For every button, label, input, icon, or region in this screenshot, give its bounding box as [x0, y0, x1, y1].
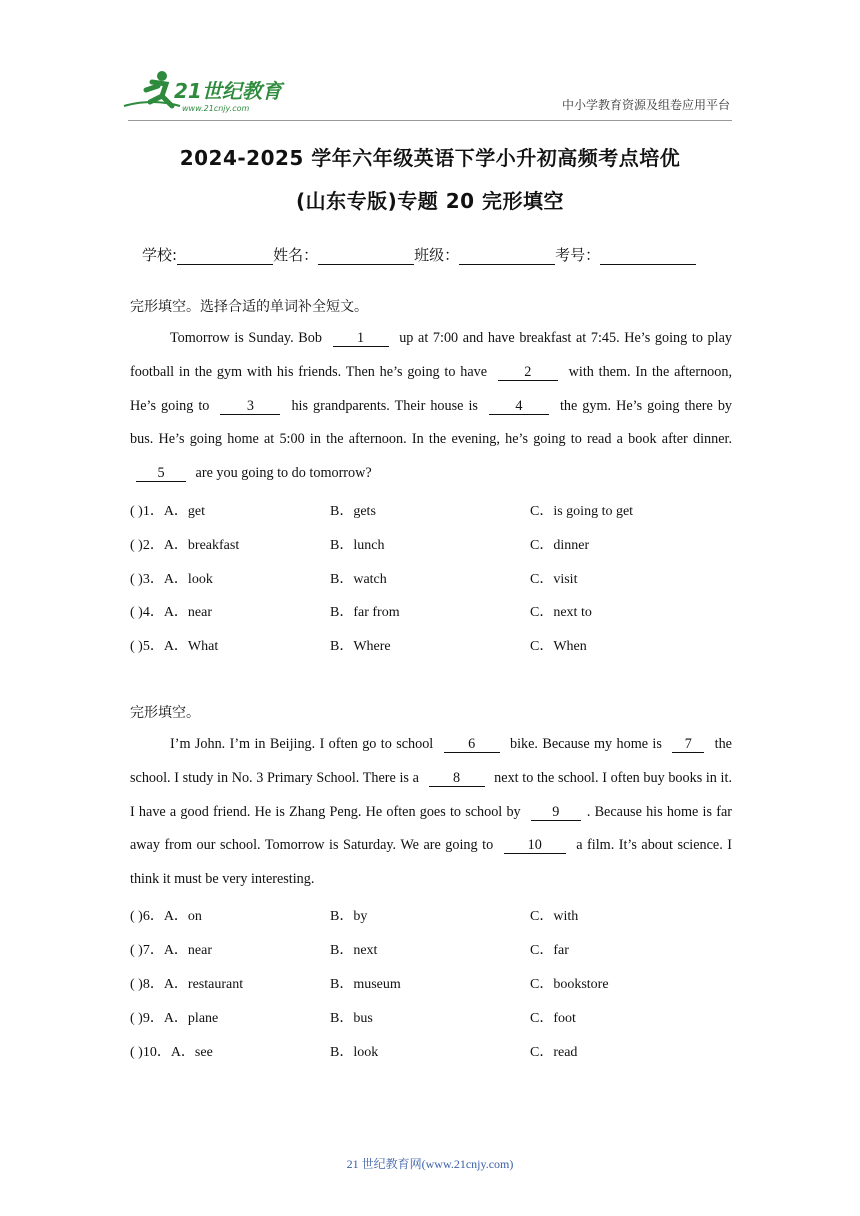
option-c[interactable]: C．with	[530, 909, 579, 924]
option-c[interactable]: C．When	[530, 639, 587, 654]
question-stem-option-a[interactable]: ( )3．A．look	[130, 572, 213, 587]
question-row	[130, 500, 730, 520]
question-stem-option-a[interactable]: ( )10．A．see	[130, 1045, 213, 1060]
option-c[interactable]: C．visit	[530, 572, 578, 587]
question-stem-option-a[interactable]: ( )7．A．near	[130, 943, 213, 958]
school-label: 学校:	[142, 246, 178, 264]
option-c[interactable]: C．bookstore	[530, 977, 609, 992]
passage-text: a film. It’s about science. I think it must be very interesting.	[130, 837, 732, 888]
question-stem-option-a[interactable]: ( )2．A．breakfast	[130, 538, 240, 553]
question-row	[130, 601, 730, 621]
passage-text: the gym. He’s going there by bus. He’s going home at 5:00 in the afternoon. In the evening, he’s going to read a book after dinner.	[130, 397, 733, 448]
section1-instruction: 完形填空。选择合适的单词补全短文。	[130, 299, 368, 315]
section2-instruction: 完形填空。	[130, 705, 200, 721]
blank-7[interactable]: 7	[672, 736, 704, 753]
passage-text: the school. I study in No. 3 Primary School. There is a	[130, 736, 732, 786]
option-c[interactable]: C．foot	[530, 1011, 576, 1026]
option-b[interactable]: B．Where	[330, 639, 391, 654]
option-b[interactable]: B．gets	[330, 504, 376, 519]
question-stem-option-a[interactable]: ( )4．A．near	[130, 605, 213, 620]
blank-2[interactable]: 2	[498, 364, 558, 381]
question-row	[130, 568, 730, 588]
name-label: 姓名：	[273, 246, 319, 264]
blank-8[interactable]: 8	[429, 770, 485, 787]
question-stem-option-a[interactable]: ( )1．A．get	[130, 504, 206, 519]
header-divider	[128, 120, 732, 121]
option-b[interactable]: B．look	[330, 1045, 379, 1060]
option-b[interactable]: B．far from	[330, 605, 400, 620]
footer-link[interactable]: 21 世纪教育网(www.21cnjy.com)	[346, 1157, 514, 1171]
question-row	[130, 1041, 730, 1061]
option-c[interactable]: C．far	[530, 943, 569, 958]
blank-3[interactable]: 3	[220, 398, 280, 415]
option-b[interactable]: B．museum	[330, 977, 401, 992]
passage-text: . Because his home is far away from our school. Tomorrow is Saturday. We are going to	[130, 803, 732, 854]
question-stem-option-a[interactable]: ( )5．A．What	[130, 639, 219, 654]
exam-no-label: 考号：	[555, 246, 601, 264]
question-row	[130, 939, 730, 959]
option-c[interactable]: C．read	[530, 1045, 578, 1060]
blank-5[interactable]: 5	[136, 465, 186, 482]
passage-text: I’m John. I’m in Beijing. I often go to school	[170, 736, 438, 752]
question-stem-option-a[interactable]: ( )8．A．restaurant	[130, 977, 244, 992]
question-row	[130, 973, 730, 993]
class-label: 班级：	[414, 246, 460, 264]
question-stem-option-a[interactable]: ( )6．A．on	[130, 909, 202, 924]
passage-text: his grandparents. Their house is	[286, 397, 483, 414]
blank-4[interactable]: 4	[489, 398, 549, 415]
site-logo	[122, 68, 292, 114]
option-b[interactable]: B．lunch	[330, 538, 385, 553]
option-b[interactable]: B．next	[330, 943, 378, 958]
option-b[interactable]: B．bus	[330, 1011, 373, 1026]
option-b[interactable]: B．by	[330, 909, 368, 924]
question-row	[130, 1007, 730, 1027]
passage-text: next to the school. I often buy books in it. I have a good friend. He is Zhang Peng. He often goes to school by	[130, 769, 732, 820]
passage-text: up at 7:00 and have breakfast at 7:45. He’s going to play football in the gym with his friends. Then he’s going to have	[130, 330, 732, 380]
platform-label: 中小学教育资源及组卷应用平台	[561, 98, 730, 112]
passage-text: are you going to do tomorrow?	[192, 465, 372, 482]
blank-10[interactable]: 10	[504, 837, 566, 854]
class-blank[interactable]	[459, 248, 555, 265]
section2-passage	[130, 728, 732, 897]
school-blank[interactable]	[177, 248, 273, 265]
question-row	[130, 534, 730, 554]
logo-url-text: www.21cnjy.com	[182, 104, 250, 113]
passage-text: bike. Because my home is	[505, 736, 667, 752]
option-c[interactable]: C．is going to get	[530, 504, 634, 519]
option-c[interactable]: C．next to	[530, 605, 592, 620]
question-row	[130, 905, 730, 925]
exam-no-blank[interactable]	[600, 248, 696, 265]
page-title-line1: 2024-2025 学年六年级英语下学小升初高频考点培优	[179, 146, 681, 170]
question-stem-option-a[interactable]: ( )9．A．plane	[130, 1011, 219, 1026]
student-info-row	[142, 244, 696, 265]
passage-text: with them. In the afternoon, He’s going to	[130, 363, 733, 414]
logo-text: 21世纪教育	[174, 79, 282, 103]
blank-6[interactable]: 6	[444, 736, 500, 753]
name-blank[interactable]	[318, 248, 414, 265]
passage-text: Tomorrow is Sunday. Bob	[170, 330, 327, 346]
option-c[interactable]: C．dinner	[530, 538, 590, 553]
page-title-line2: (山东专版)专题 20 完形填空	[295, 189, 565, 213]
option-b[interactable]: B．watch	[330, 572, 387, 587]
blank-9[interactable]: 9	[531, 804, 581, 821]
section1-passage	[130, 322, 732, 491]
question-row	[130, 635, 730, 655]
blank-1[interactable]: 1	[333, 330, 389, 347]
